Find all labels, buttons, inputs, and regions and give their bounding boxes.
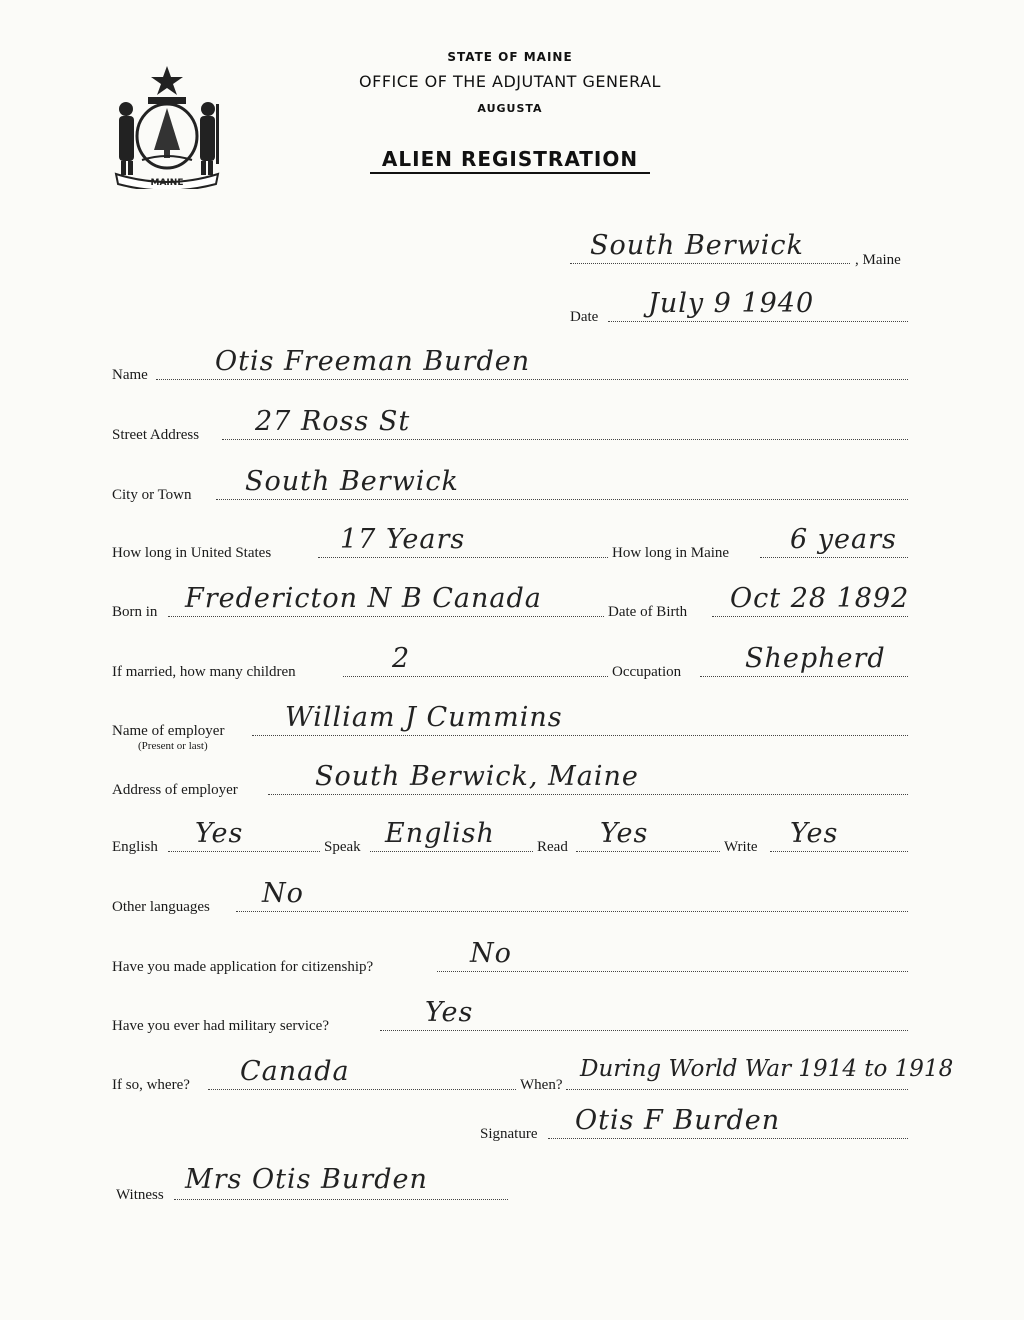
how-long-maine-value: 6 years (790, 524, 897, 555)
write-value: Yes (790, 818, 839, 849)
town-line (570, 263, 850, 264)
citizenship-value: No (470, 938, 512, 969)
maine-state-seal-icon (112, 64, 222, 189)
town-value: South Berwick (590, 230, 804, 261)
english-label: English (112, 839, 158, 855)
citizenship-line (437, 971, 908, 972)
speak-label: Speak (324, 839, 361, 855)
witness-value: Mrs Otis Burden (185, 1164, 428, 1195)
write-line (770, 851, 908, 852)
witness-label: Witness (116, 1187, 164, 1203)
where-value: Canada (240, 1056, 350, 1087)
how-long-us-line (318, 557, 608, 558)
witness-line (174, 1199, 508, 1200)
read-value: Yes (600, 818, 649, 849)
born-in-value: Fredericton N B Canada (185, 583, 542, 614)
other-languages-line (236, 911, 908, 912)
born-in-label: Born in (112, 604, 158, 620)
write-label: Write (724, 839, 758, 855)
employer-address-value: South Berwick, Maine (315, 761, 639, 792)
when-line (566, 1089, 908, 1090)
how-long-us-value: 17 Years (340, 524, 466, 555)
english-line (168, 851, 320, 852)
occupation-line (700, 676, 908, 677)
dob-value: Oct 28 1892 (730, 583, 910, 614)
children-line (343, 676, 608, 677)
employer-line (252, 735, 908, 736)
street-label: Street Address (112, 427, 200, 443)
speak-line (370, 851, 533, 852)
read-line (576, 851, 720, 852)
city-line (216, 499, 908, 500)
military-line (380, 1030, 908, 1031)
header-city: AUGUSTA (477, 102, 543, 115)
employer-address-line (268, 794, 908, 795)
name-label: Name (112, 367, 148, 383)
children-value: 2 (392, 643, 411, 674)
svg-text:MAINE: MAINE (150, 178, 184, 188)
date-label: Date (570, 309, 599, 325)
date-value: July 9 1940 (648, 288, 815, 319)
street-value: 27 Ross St (255, 406, 411, 437)
employer-label: Name of employer (112, 723, 225, 739)
occupation-label: Occupation (612, 664, 682, 680)
dob-label: Date of Birth (608, 604, 688, 620)
header-state: STATE OF MAINE (447, 50, 573, 64)
how-long-us-label: How long in United States (112, 545, 272, 561)
employer-value: William J Cummins (285, 702, 563, 733)
military-value: Yes (425, 997, 474, 1028)
how-long-maine-line (760, 557, 908, 558)
header-office: OFFICE OF THE ADJUTANT GENERAL (359, 72, 661, 91)
occupation-value: Shepherd (745, 643, 886, 674)
dob-line (712, 616, 908, 617)
where-line (208, 1089, 516, 1090)
title-underline (370, 172, 650, 174)
city-value: South Berwick (245, 466, 459, 497)
when-label: When? (520, 1077, 563, 1093)
date-line (608, 321, 908, 322)
signature-line (548, 1138, 908, 1139)
born-in-line (168, 616, 604, 617)
employer-address-label: Address of employer (112, 782, 238, 798)
name-value: Otis Freeman Burden (215, 346, 531, 377)
other-languages-label: Other languages (112, 899, 210, 915)
employer-note: (Present or last) (138, 740, 208, 752)
how-long-maine-label: How long in Maine (612, 545, 730, 561)
city-label: City or Town (112, 487, 192, 503)
military-label: Have you ever had military service? (112, 1018, 329, 1034)
speak-value: English (385, 818, 495, 849)
where-label: If so, where? (112, 1077, 190, 1093)
maine-label: , Maine (855, 252, 901, 268)
citizenship-label: Have you made application for citizenship? (112, 959, 374, 975)
signature-value: Otis F Burden (575, 1105, 781, 1136)
english-value: Yes (195, 818, 244, 849)
when-value: During World War 1914 to 1918 (580, 1056, 954, 1082)
street-line (222, 439, 908, 440)
signature-label: Signature (480, 1126, 538, 1142)
read-label: Read (537, 839, 568, 855)
children-label: If married, how many children (112, 664, 296, 680)
name-line (156, 379, 908, 380)
other-languages-value: No (262, 878, 304, 909)
form-title: ALIEN REGISTRATION (381, 147, 639, 171)
